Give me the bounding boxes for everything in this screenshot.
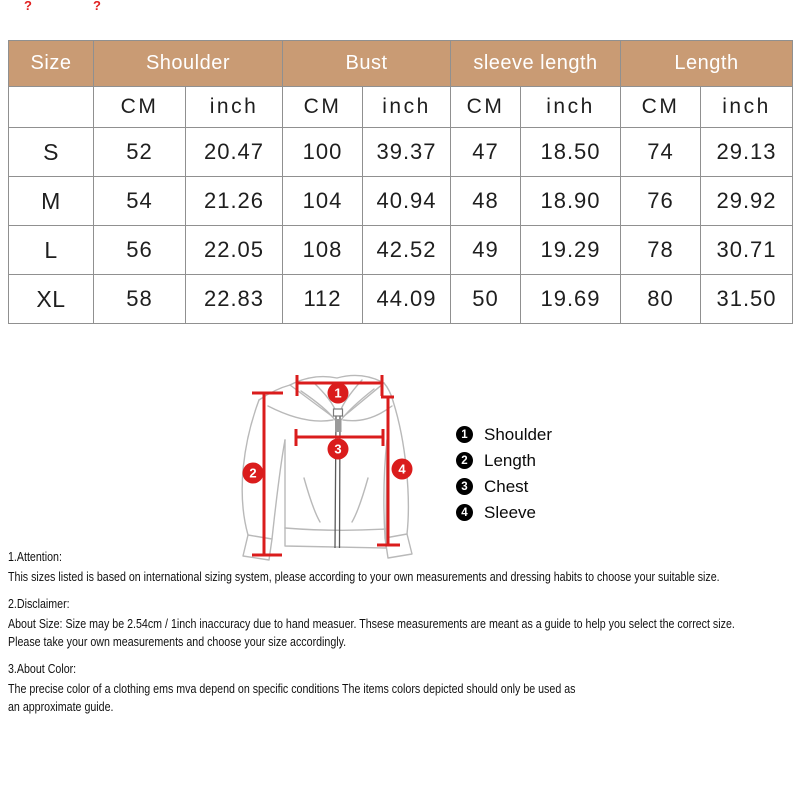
measurement-lines xyxy=(252,375,400,555)
table-cell: 48 xyxy=(451,177,521,226)
table-cell: 54 xyxy=(94,177,186,226)
table-cell: 44.09 xyxy=(363,275,451,324)
table-cell: 19.69 xyxy=(521,275,621,324)
zipper-line xyxy=(334,409,343,548)
legend-label: Sleeve xyxy=(484,502,536,522)
note-section-about-color xyxy=(8,660,798,716)
table-cell: 20.47 xyxy=(186,128,283,177)
artifact-mark: ? xyxy=(24,0,32,13)
legend-label: Shoulder xyxy=(484,424,553,444)
unit-cell: inch xyxy=(363,87,451,128)
table-cell: 30.71 xyxy=(701,226,793,275)
table-cell: 31.50 xyxy=(701,275,793,324)
table-cell: 29.92 xyxy=(701,177,793,226)
unit-cell: CM xyxy=(451,87,521,128)
empty-cell xyxy=(9,87,94,128)
col-header-sleeve-length: sleeve length xyxy=(451,41,621,87)
badge-4: 4 xyxy=(398,461,406,477)
circled-number-icon: 3 xyxy=(456,478,473,495)
table-cell: 58 xyxy=(94,275,186,324)
note-heading: 2.Disclaimer: xyxy=(8,596,70,611)
table-cell: 78 xyxy=(621,226,701,275)
table-cell: 22.83 xyxy=(186,275,283,324)
table-cell: 56 xyxy=(94,226,186,275)
garment-measurement-diagram xyxy=(180,362,640,577)
table-cell: 80 xyxy=(621,275,701,324)
legend-item-sleeve xyxy=(456,502,552,523)
badge-2: 2 xyxy=(249,465,257,481)
size-label: XL xyxy=(9,275,94,324)
table-cell: 42.52 xyxy=(363,226,451,275)
size-label: M xyxy=(9,177,94,226)
table-cell: 76 xyxy=(621,177,701,226)
table-row xyxy=(9,128,793,177)
unit-cell: CM xyxy=(94,87,186,128)
table-cell: 49 xyxy=(451,226,521,275)
circled-number-icon: 4 xyxy=(456,504,473,521)
table-cell: 18.50 xyxy=(521,128,621,177)
legend-label: Chest xyxy=(484,476,529,496)
size-label: L xyxy=(9,226,94,275)
table-cell: 100 xyxy=(283,128,363,177)
note-line: About Size: Size may be 2.54cm / 1inch inaccuracy due to hand measuer. Thsese measurements are meant as a guide to help you select the correct size. xyxy=(8,616,735,631)
unit-cell: inch xyxy=(701,87,793,128)
notes-block xyxy=(8,548,798,725)
badge-1: 1 xyxy=(334,385,342,401)
legend-item-length xyxy=(456,450,552,471)
table-cell: 22.05 xyxy=(186,226,283,275)
unit-cell: inch xyxy=(186,87,283,128)
table-cell: 50 xyxy=(451,275,521,324)
legend-label: Length xyxy=(484,450,536,470)
unit-cell: inch xyxy=(521,87,621,128)
note-line: Please take your own measurements and choose your size accordingly. xyxy=(8,634,347,649)
col-header-length: Length xyxy=(621,41,793,87)
table-cell: 47 xyxy=(451,128,521,177)
table-cell: 18.90 xyxy=(521,177,621,226)
circled-number-icon: 1 xyxy=(456,426,473,443)
col-header-bust: Bust xyxy=(283,41,451,87)
table-row xyxy=(9,275,793,324)
table-cell: 108 xyxy=(283,226,363,275)
legend-item-chest xyxy=(456,476,552,497)
table-cell: 74 xyxy=(621,128,701,177)
table-cell: 19.29 xyxy=(521,226,621,275)
note-line: The precise color of a clothing ems mva depend on specific conditions The items colors depicted should only be used as xyxy=(8,681,576,696)
table-cell: 104 xyxy=(283,177,363,226)
size-label: S xyxy=(9,128,94,177)
measurement-legend xyxy=(456,424,552,528)
circled-number-icon: 2 xyxy=(456,452,473,469)
table-row xyxy=(9,177,793,226)
note-heading: 3.About Color: xyxy=(8,661,77,676)
table-cell: 29.13 xyxy=(701,128,793,177)
legend-item-shoulder xyxy=(456,424,552,445)
table-cell: 39.37 xyxy=(363,128,451,177)
note-line: an approximate guide. xyxy=(8,699,114,714)
size-table xyxy=(8,40,793,324)
table-cell: 40.94 xyxy=(363,177,451,226)
note-line: This sizes listed is based on international sizing system, please according to your own measurements and dressing habits to choose your suitable size. xyxy=(8,569,720,584)
table-unit-row xyxy=(9,87,793,128)
note-section-disclaimer xyxy=(8,595,798,651)
artifact-mark: ? xyxy=(93,0,101,13)
table-cell: 112 xyxy=(283,275,363,324)
note-heading: 1.Attention: xyxy=(8,549,62,564)
table-row xyxy=(9,226,793,275)
col-header-shoulder: Shoulder xyxy=(94,41,283,87)
badge-3: 3 xyxy=(334,441,342,457)
note-section-attention xyxy=(8,548,798,586)
table-header-row xyxy=(9,41,793,87)
unit-cell: CM xyxy=(621,87,701,128)
unit-cell: CM xyxy=(283,87,363,128)
col-header-size: Size xyxy=(9,41,94,87)
table-cell: 21.26 xyxy=(186,177,283,226)
table-cell: 52 xyxy=(94,128,186,177)
